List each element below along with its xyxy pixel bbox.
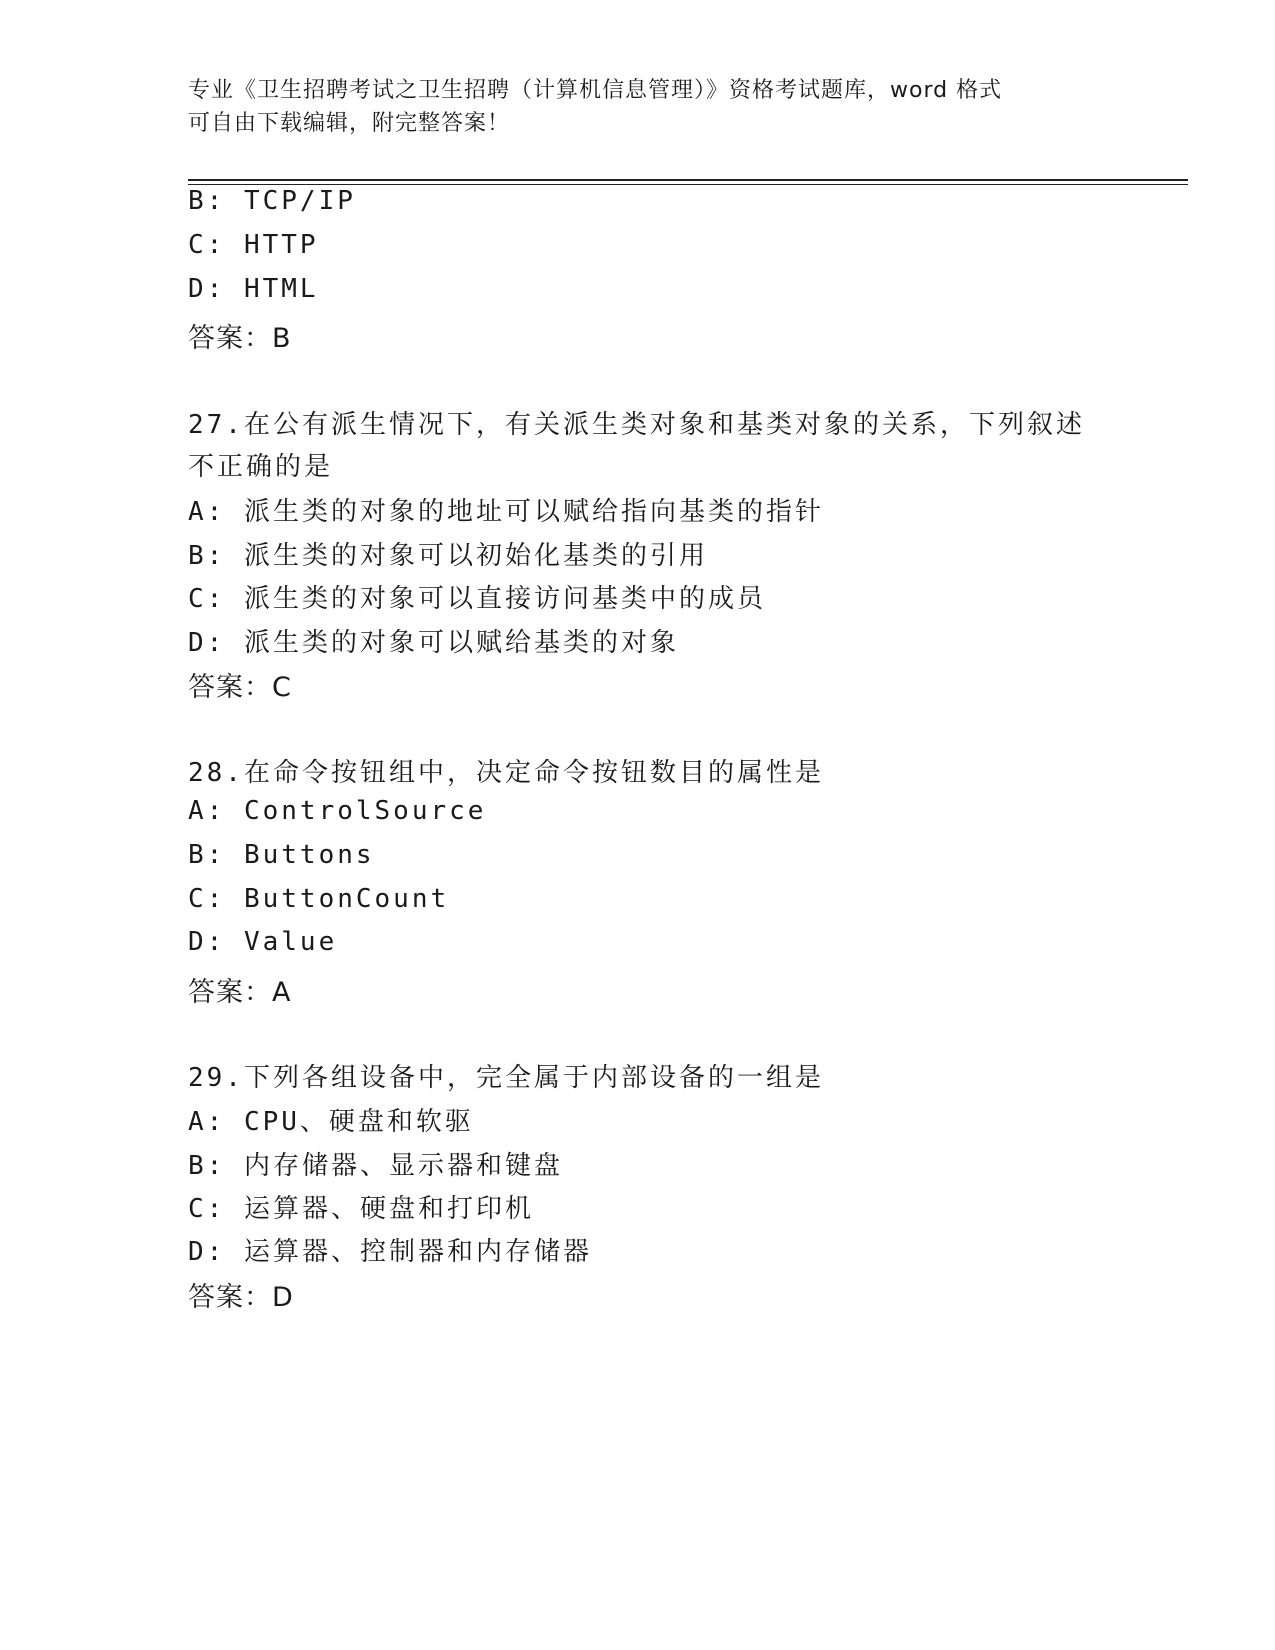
q28-answer: 答案：A xyxy=(188,977,292,1008)
prev-option-b: B: TCP/IP xyxy=(188,186,356,216)
q27-answer: 答案：C xyxy=(188,672,292,703)
q28-option-c: C: ButtonCount xyxy=(188,884,450,914)
prev-option-d: D: HTML xyxy=(188,274,319,304)
q28-option-d: D: Value xyxy=(188,927,338,957)
header-rule-thin xyxy=(188,184,1188,185)
header-line-2: 可自由下载编辑，附完整答案！ xyxy=(188,111,511,136)
q27-option-a: A: 派生类的对象的地址可以赋给指向基类的指针 xyxy=(188,497,824,527)
prev-answer: 答案：B xyxy=(188,323,292,354)
q29-option-a: A: CPU、硬盘和软驱 xyxy=(188,1107,474,1137)
q29-option-b: B: 内存储器、显示器和键盘 xyxy=(188,1151,563,1181)
q29-stem: 29.下列各组设备中，完全属于内部设备的一组是 xyxy=(188,1063,824,1093)
q27-option-c: C: 派生类的对象可以直接访问基类中的成员 xyxy=(188,584,766,614)
q27-stem-line-2: 不正确的是 xyxy=(188,452,334,482)
header-line-1: 专业《卫生招聘考试之卫生招聘（计算机信息管理）》资格考试题库，word 格式 xyxy=(188,78,1003,103)
q29-answer: 答案：D xyxy=(188,1282,294,1313)
q27-option-d: D: 派生类的对象可以赋给基类的对象 xyxy=(188,628,679,658)
header-rule-thick xyxy=(188,179,1188,181)
q27-stem-line-1: 27.在公有派生情况下，有关派生类对象和基类对象的关系，下列叙述 xyxy=(188,410,1085,440)
prev-option-c: C: HTTP xyxy=(188,230,319,260)
q29-option-c: C: 运算器、硬盘和打印机 xyxy=(188,1194,534,1224)
q28-stem: 28.在命令按钮组中，决定命令按钮数目的属性是 xyxy=(188,758,824,788)
q28-option-a: A: ControlSource xyxy=(188,796,487,826)
q29-option-d: D: 运算器、控制器和内存储器 xyxy=(188,1237,592,1267)
document-header xyxy=(188,74,1068,140)
q27-option-b: B: 派生类的对象可以初始化基类的引用 xyxy=(188,541,708,571)
q28-option-b: B: Buttons xyxy=(188,840,375,870)
